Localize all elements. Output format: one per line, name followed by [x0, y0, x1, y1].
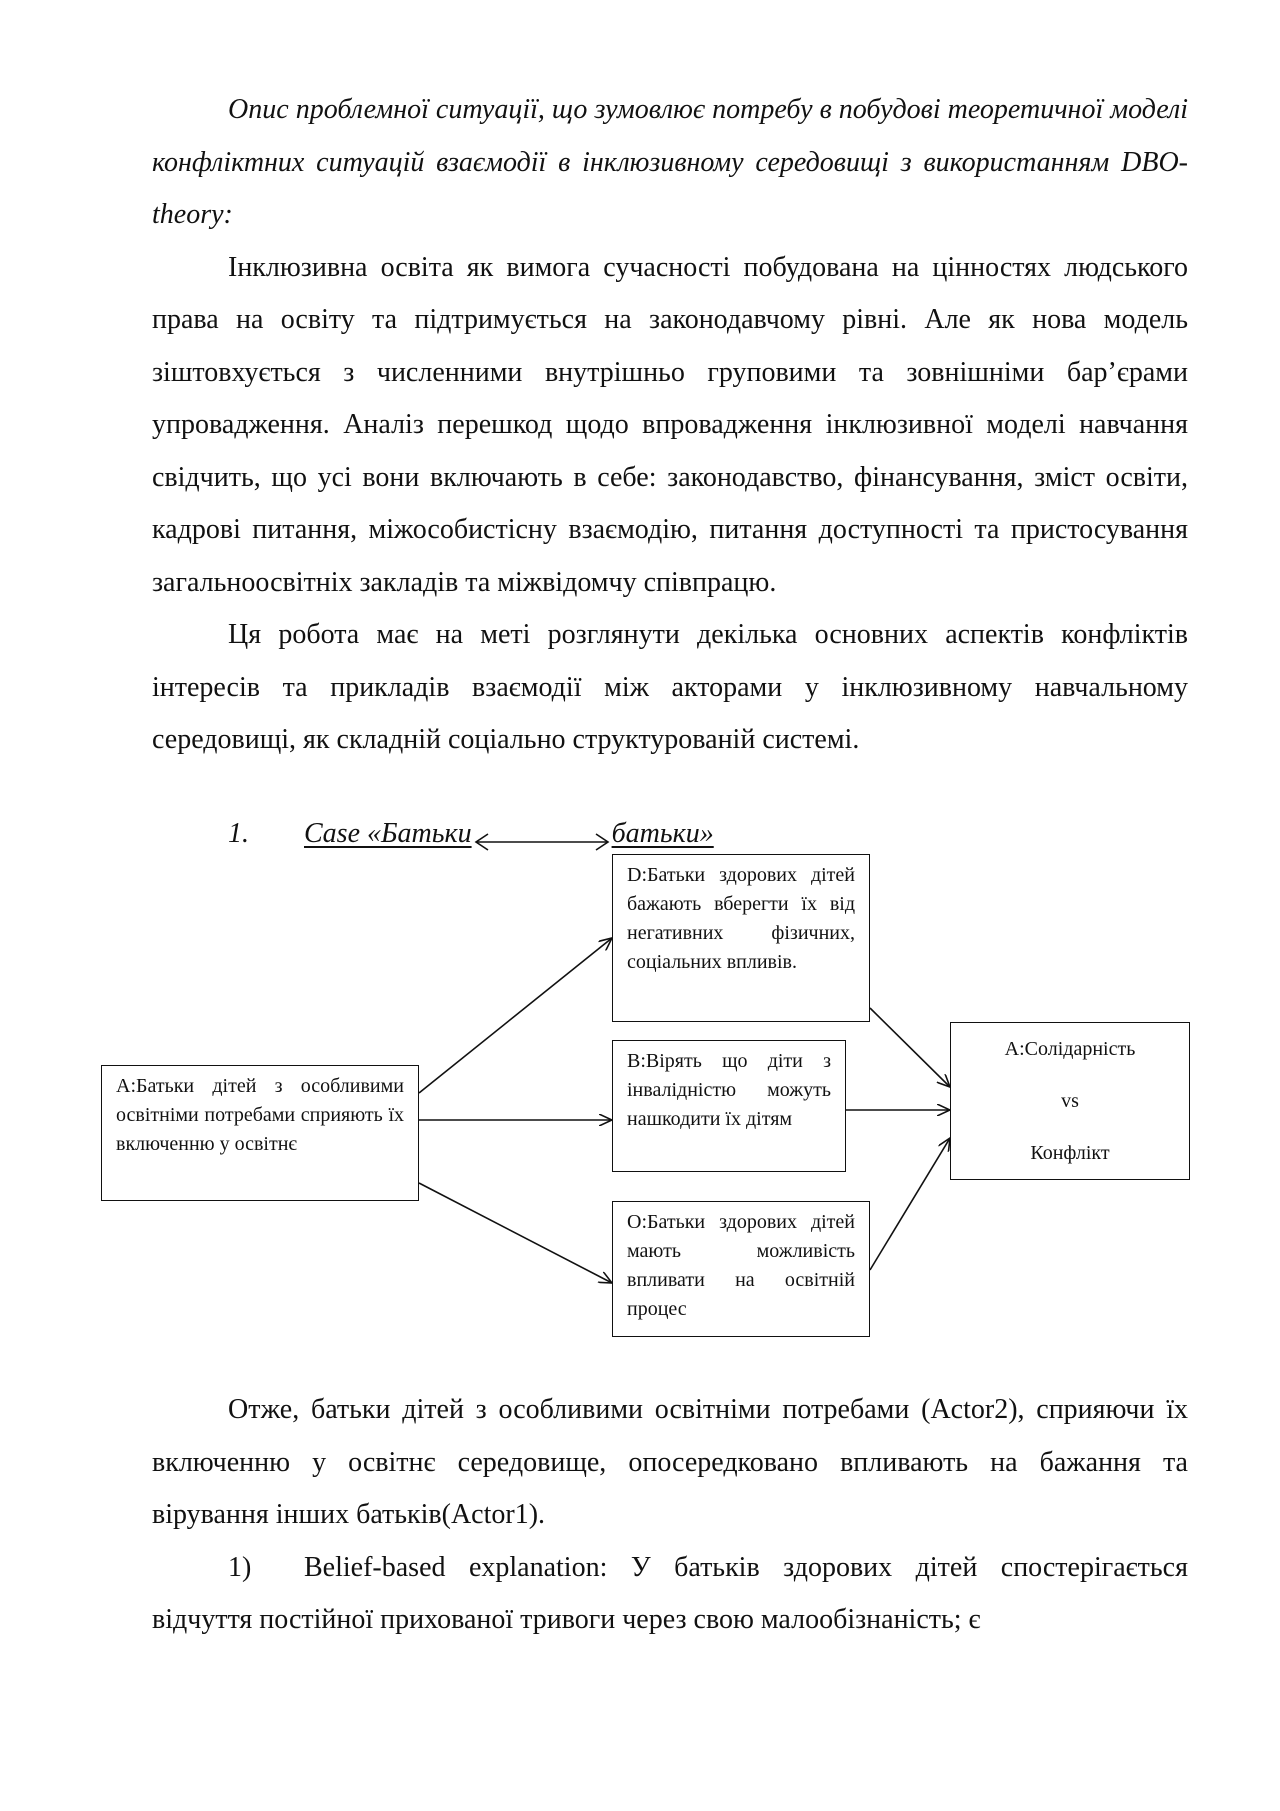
conclusion-section — [152, 1384, 1188, 1647]
case-heading — [228, 814, 714, 854]
belief-box-b: B:Вірять що діти з інвалідністю можуть нашкодити їх дітям — [612, 1040, 846, 1172]
case-title-right: батьки» — [611, 818, 714, 849]
case-title-left: Case «Батьки — [304, 818, 472, 849]
opportunity-box-o: O:Батьки здорових дітей мають можливість впливати на освітній процес — [612, 1201, 870, 1337]
paragraph-conclusion: Отже, батьки дітей з особливими освітніми потребами (Actor2), сприяючи їх включенню у освітнє середовище, опосередковано впливають на бажання та вірування інших батьків(Actor1). — [152, 1394, 1188, 1530]
desire-box-d: D:Батьки здорових дітей бажають вберегти їх від негативних фізичних, соціальних впливів. — [612, 854, 870, 1022]
result-box — [950, 1022, 1190, 1180]
arrow-o-to-result — [870, 1138, 950, 1270]
paragraph-inclusive-education: Інклюзивна освіта як вимога сучасності побудована на цінностях людського права на освіту та підтримується на законодавчому рівні. Але як нова модель зіштовхується з численними внутрішньо груповими та зовнішніми бар’єрами упровадження. Аналіз перешкод щодо впровадження інклюзивної моделі навчання свідчить, що усі вони включають в себе: законодавство, фінансування, зміст освіти, кадрові питання, міжособистісну взаємодію, питання доступності та пристосування загальноосвітніх закладів та міжвідомчу співпрацю. — [152, 251, 1188, 598]
paragraph-work-goal: Ця робота має на меті розглянути декілька основних аспектів конфліктів інтересів та прикладів взаємодії між акторами у інклюзивному навчальному середовищі, як складній соціально структурованій системі. — [152, 619, 1188, 755]
problem-heading: Опис проблемної ситуації, що зумовлює потребу в побудові теоретичної моделі конфліктних ситуацій взаємодії в інклюзивному середовищі з використанням DBO-theory: — [152, 94, 1188, 230]
item-number: 1) — [228, 1551, 252, 1583]
result-vs: vs — [1061, 1090, 1079, 1112]
belief-explanation-item — [152, 1542, 1188, 1647]
arrow-a-to-d — [419, 938, 612, 1093]
actor-box-a: A:Батьки дітей з особливими освітніми потребами сприяють їх включенню у освітнє — [101, 1065, 419, 1201]
case-title — [304, 818, 714, 849]
case-number: 1. — [228, 818, 249, 849]
intro-section — [152, 84, 1188, 767]
arrow-d-to-result — [870, 1008, 950, 1087]
result-solidarity: A:Солідарність — [1004, 1038, 1136, 1060]
item-text: Belief-based explanation: У батьків здорових дітей спостерігається відчуття постійної прихованої тривоги через свою малообізнаність; є — [152, 1551, 1188, 1635]
arrow-a-to-o — [419, 1183, 612, 1283]
result-conflict: Конфлікт — [1030, 1142, 1110, 1164]
